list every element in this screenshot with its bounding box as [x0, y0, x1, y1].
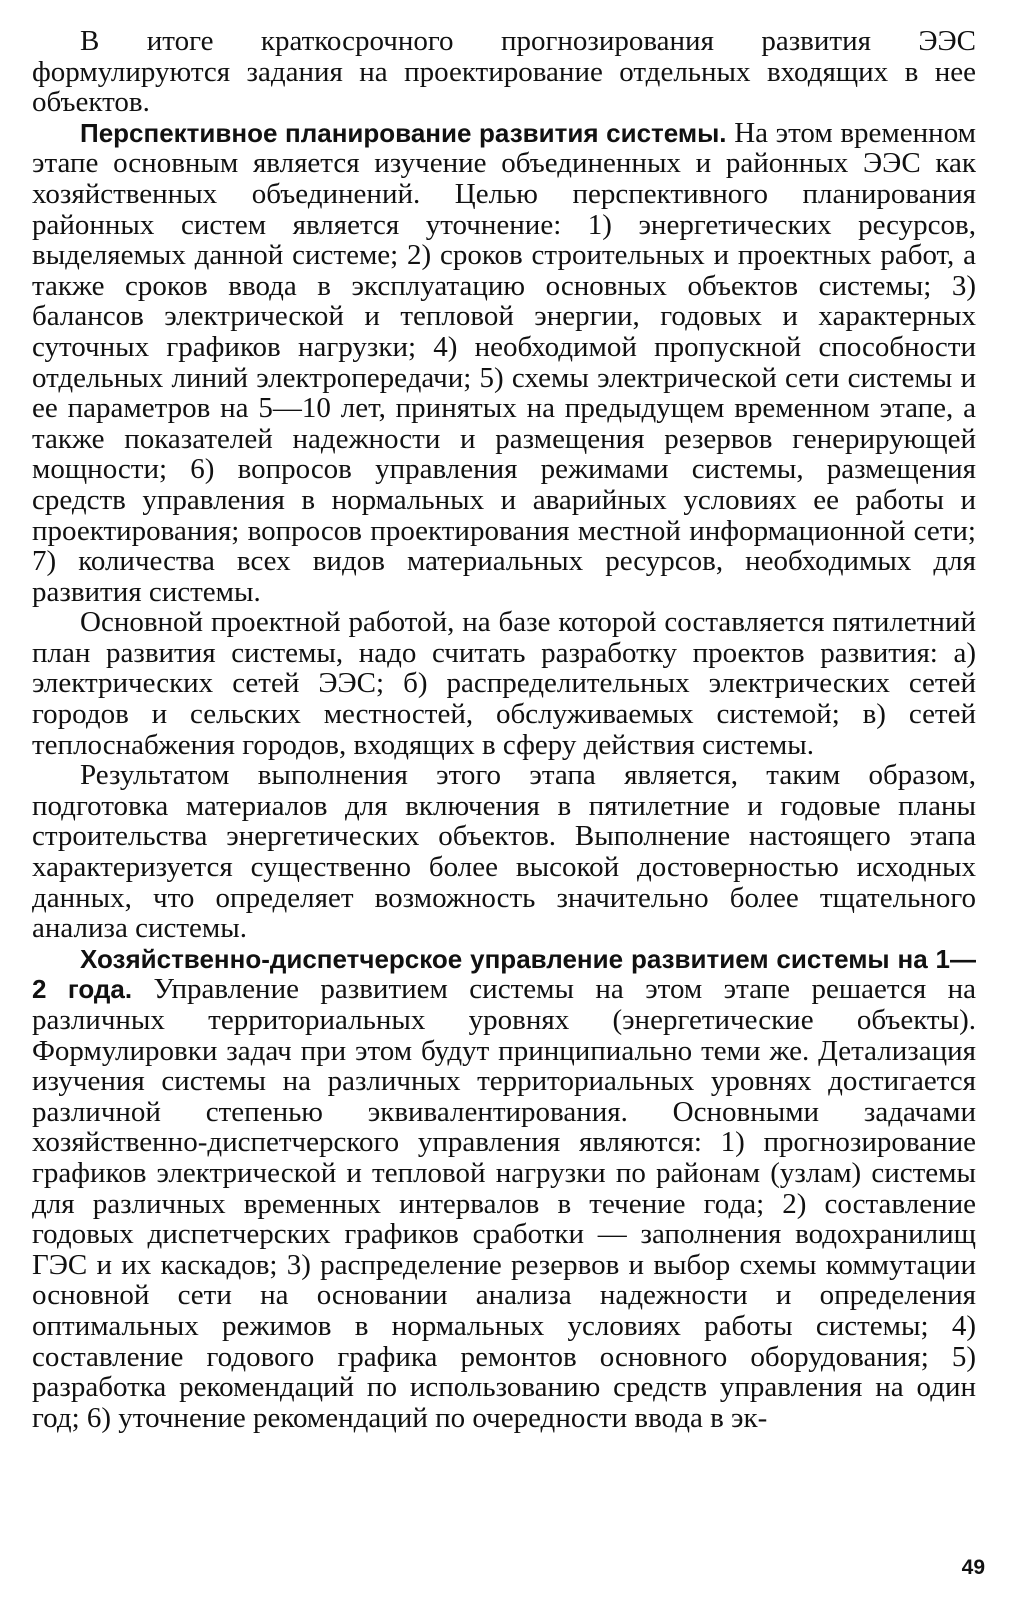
paragraph-4: [32, 760, 976, 944]
paragraph-4-text: Результатом выполнения этого этапа является, таким образом, подготовка материалов для включения в пятилетние и годовые планы строительства энергетических объектов. Выполнение настоящего этапа характеризуется существенно более высокой достоверностью исходных данных, что определяет возможность значительно более тщательного анализа системы.: [32, 759, 976, 945]
paragraph-1: [32, 26, 976, 118]
paragraph-3-text: Основной проектной работой, на базе которой составляется пятилетний план развития системы, надо считать разработку проектов развития: а) электрических сетей ЭЭС; б) распределительных электрических сетей городов и сельских местностей, обслуживаемых системой; в) сетей теплоснабжения городов, входящих в сферу действия системы.: [32, 606, 976, 761]
body-text: [32, 26, 976, 1433]
paragraph-2: [32, 118, 976, 608]
paragraph-5-text: Управление развитием системы на этом этапе решается на различных территориальных уровнях (энергетические объекты). Формулировки задач при этом будут принципиально теми же. Детализация изучения системы на различных территориальных уровнях достигается различной степенью эквивалентирования. Основными задачами хозяйственно-диспетчерского управления являются: 1) прогнозирование графиков электрической и тепловой нагрузки по районам (узлам) системы для различных временных интервалов в течение года; 2) составление годовых диспетчерских графиков сработки — заполнения водохранилищ ГЭС и их каскадов; 3) распределение резервов и выбор схемы коммутации основной сети на основании анализа надежности и определения оптимальных режимов в нормальных условиях работы системы; 4) составление годового графика ремонтов основного оборудования; 5) разработка рекомендаций по использованию средств управления на один год; 6) уточнение рекомендаций по очередности ввода в эк-: [32, 973, 976, 1434]
section-heading-dispatch-management: Хозяйственно-диспетчерское управление развитием системы на 1—2 года.: [32, 943, 976, 1005]
paragraph-3: [32, 607, 976, 760]
paragraph-2-text: На этом временном этапе основным является изучение объединенных и районных ЭЭС как хозяйственных объединений. Целью перспективного планирования районных систем является уточнение: 1) энергетических ресурсов, выделяемых данной системе; 2) сроков строительных и проектных работ, а также сроков ввода в эксплуатацию основных объектов системы; 3) балансов электрической и тепловой энергии, годовых и характерных суточных графиков нагрузки; 4) необходимой пропускной способности отдельных линий электропередачи; 5) схемы электрической сети системы и ее параметров на 5—10 лет, принятых на предыдущем временном этапе, а также показателей надежности и размещения резервов генерирующей мощности; 6) вопросов управления режимами системы, размещения средств управления в нормальных и аварийных условиях ее работы и проектирования; вопросов проектирования местной информационной сети; 7) количества всех видов материальных ресурсов, необходимых для развития системы.: [32, 116, 976, 608]
paragraph-5: [32, 944, 976, 1434]
paragraph-1-text: В итоге краткосрочного прогнозирования развития ЭЭС формулируются задания на проектирование отдельных входящих в нее объектов.: [32, 25, 976, 119]
page-number: 49: [961, 1556, 985, 1579]
section-heading-perspective-planning: Перспективное планирование развития системы.: [80, 117, 727, 148]
